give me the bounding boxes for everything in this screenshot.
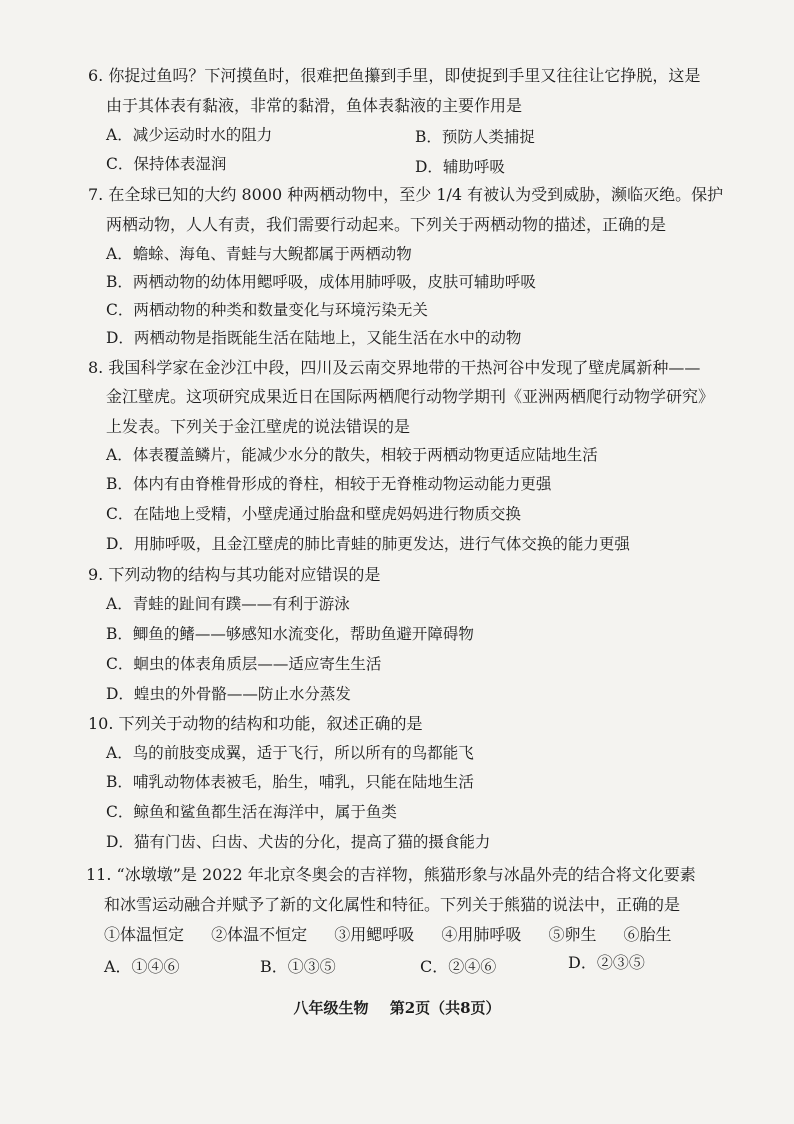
q11-option-d[interactable]: D．②③⑤ — [568, 953, 645, 972]
q6-option-c[interactable]: C．保持体表湿润 — [106, 155, 227, 173]
q10-option-d[interactable]: D．猫有门齿、臼齿、犬齿的分化，提高了猫的摄食能力 — [106, 833, 491, 851]
q8-stem-line3: 上发表。下列关于金江壁虎的说法错误的是 — [106, 417, 411, 436]
q6-option-d[interactable]: D．辅助呼吸 — [415, 158, 505, 176]
q11-choice-1: ①体温恒定 — [104, 925, 185, 944]
q7-option-c[interactable]: C．两栖动物的种类和数量变化与环境污染无关 — [106, 301, 428, 319]
q11-choice-6: ⑥胎生 — [623, 925, 672, 944]
q11-choice-4: ④用肺呼吸 — [441, 925, 522, 944]
q7-option-a[interactable]: A．蟾蜍、海龟、青蛙与大鲵都属于两栖动物 — [106, 245, 412, 263]
q8-option-d[interactable]: D．用肺呼吸，且金江壁虎的肺比青蛙的肺更发达，进行气体交换的能力更强 — [106, 535, 630, 553]
q11-stem-line2: 和冰雪运动融合并赋予了新的文化属性和特征。下列关于熊猫的说法中，正确的是 — [104, 895, 681, 914]
q9-option-a[interactable]: A．青蛙的趾间有蹼——有利于游泳 — [106, 595, 350, 613]
q10-stem-line1: 10. 下列关于动物的结构和功能，叙述正确的是 — [88, 714, 423, 733]
q6-stem-line1: 6. 你捉过鱼吗？下河摸鱼时，很难把鱼攥到手里，即使捉到手里又往往让它挣脱，这是 — [88, 66, 701, 85]
q6-stem-line2: 由于其体表有黏液，非常的黏滑，鱼体表黏液的主要作用是 — [106, 96, 523, 115]
q7-stem-line2: 两栖动物，人人有责，我们需要行动起来。下列关于两栖动物的描述，正确的是 — [106, 215, 667, 234]
q11-choice-5: ⑤卵生 — [548, 925, 597, 944]
q9-option-b[interactable]: B．鲫鱼的鳍——够感知水流变化，帮助鱼避开障碍物 — [106, 625, 474, 643]
q7-stem-line1: 7. 在全球已知的大约 8000 种两栖动物中，至少 1/4 有被认为受到威胁，濒临灭绝。保护 — [88, 185, 724, 204]
footer-subject: 八年级生物 — [293, 999, 369, 1017]
q10-option-b[interactable]: B．哺乳动物体表被毛，胎生，哺乳，只能在陆地生活 — [106, 773, 474, 791]
q11-choices — [104, 920, 694, 949]
q6-option-b[interactable]: B．预防人类捕捉 — [415, 128, 535, 146]
q9-option-c[interactable]: C．蛔虫的体表角质层——适应寄生生活 — [106, 655, 382, 673]
page-footer — [0, 997, 794, 1018]
q11-option-a[interactable]: A．①④⑥ — [104, 957, 180, 976]
q7-option-d[interactable]: D．两栖动物是指既能生活在陆地上，又能生活在水中的动物 — [106, 329, 522, 347]
q8-stem-line2: 金江壁虎。这项研究成果近日在国际两栖爬行动物学期刊《亚洲两栖爬行动物学研究》 — [106, 387, 715, 406]
q6-option-a[interactable]: A．减少运动时水的阻力 — [106, 126, 273, 144]
q9-option-d[interactable]: D．蝗虫的外骨骼——防止水分蒸发 — [106, 685, 351, 703]
q11-stem-line1: 11. “冰墩墩”是 2022 年北京冬奥会的吉祥物，熊猫形象与冰晶外壳的结合将文化要素 — [86, 865, 696, 884]
q11-option-b[interactable]: B．①③⑤ — [260, 957, 336, 976]
q8-option-c[interactable]: C．在陆地上受精，小壁虎通过胎盘和壁虎妈妈进行物质交换 — [106, 505, 521, 523]
q8-option-b[interactable]: B．体内有由脊椎骨形成的脊柱，相较于无脊椎动物运动能力更强 — [106, 475, 552, 493]
q9-stem-line1: 9. 下列动物的结构与其功能对应错误的是 — [88, 565, 381, 584]
q10-option-c[interactable]: C．鲸鱼和鲨鱼都生活在海洋中，属于鱼类 — [106, 803, 397, 821]
q8-stem-line1: 8. 我国科学家在金沙江中段，四川及云南交界地带的干热河谷中发现了壁虎属新种—— — [88, 358, 701, 377]
q8-option-a[interactable]: A．体表覆盖鳞片，能减少水分的散失，相较于两栖动物更适应陆地生活 — [106, 446, 598, 464]
q11-choice-3: ③用鳃呼吸 — [334, 925, 415, 944]
q11-choice-2: ②体温不恒定 — [211, 925, 308, 944]
q10-option-a[interactable]: A．鸟的前肢变成翼，适于飞行，所以所有的鸟都能飞 — [106, 744, 474, 762]
footer-page-number: 第2页（共8页） — [389, 999, 501, 1017]
q11-option-c[interactable]: C．②④⑥ — [420, 957, 497, 976]
q7-option-b[interactable]: B．两栖动物的幼体用鳃呼吸，成体用肺呼吸，皮肤可辅助呼吸 — [106, 273, 536, 291]
